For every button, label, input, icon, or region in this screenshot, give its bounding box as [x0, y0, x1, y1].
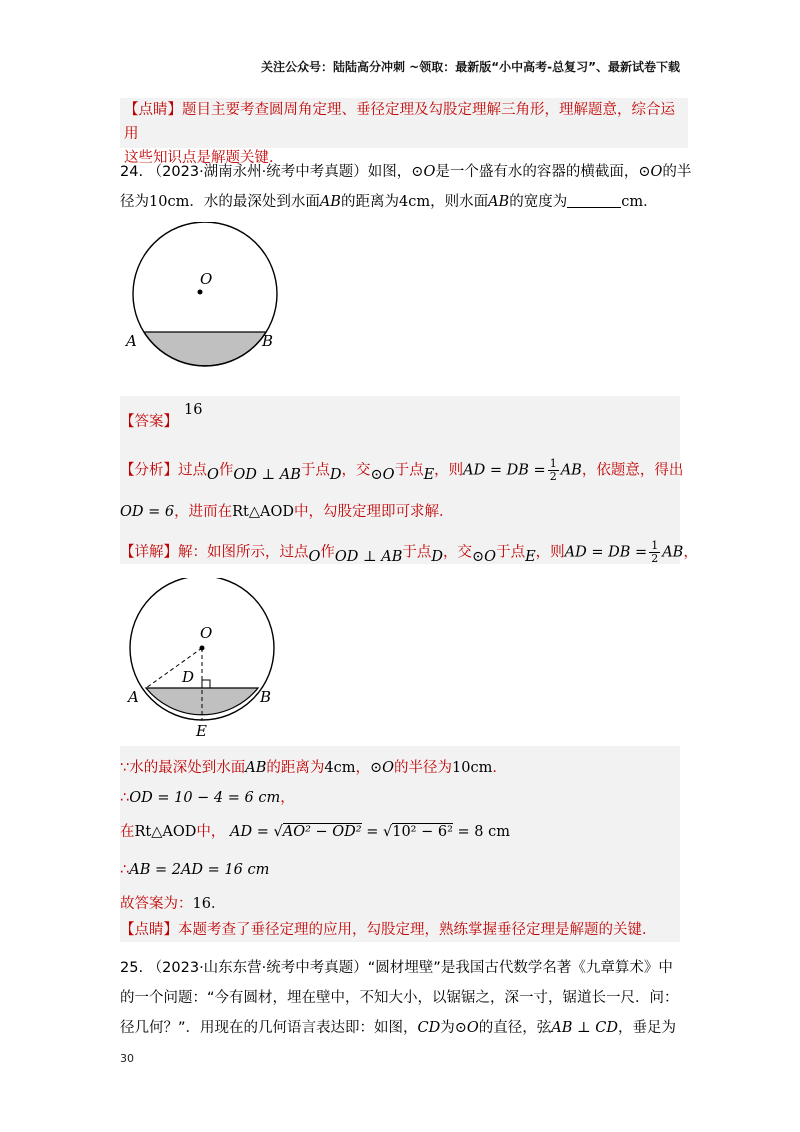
- q25-text: “圆材埋壁”是我国古代数学名著《九章算术》中: [367, 960, 673, 976]
- label-b: B: [262, 332, 274, 350]
- review-label: 【点睛】: [124, 102, 182, 118]
- analysis-line-2: [120, 500, 454, 521]
- q25-cd: CD: [417, 1020, 441, 1036]
- q25-line-1: [120, 956, 673, 977]
- q25-text: 为: [440, 1020, 455, 1036]
- analysis-text: ，则: [434, 462, 464, 479]
- sqrt-2: √10² − 6²: [382, 824, 453, 840]
- answer-line: [120, 402, 203, 431]
- q25-text: ，垂足为: [618, 1020, 676, 1036]
- q25-line-2: [120, 986, 679, 1007]
- q25-text: 径几何？”．用现在的几何语言表达即：如图，: [120, 1020, 418, 1036]
- final-end: ．: [210, 896, 226, 912]
- review-block-prev: [120, 98, 688, 166]
- q25-line-3: [120, 1016, 676, 1037]
- analysis-eq: AD = DB =: [463, 462, 546, 479]
- q24-source: （2023·湖南永州·统考中考真题）: [147, 164, 368, 180]
- q24-text: 的宽度为: [509, 194, 568, 210]
- because-symbol: ∵: [120, 760, 130, 776]
- q24-circle: ⊙O: [411, 164, 436, 180]
- fraction-num: 1: [651, 539, 659, 552]
- q24-depth: 4cm: [398, 194, 431, 210]
- q24-text: ，则水面: [430, 194, 489, 210]
- detail-perp: OD ⊥ AB: [334, 548, 403, 565]
- therefore-symbol: ∴: [120, 790, 130, 806]
- detail-o: O: [308, 548, 321, 565]
- fraction-num: 1: [549, 457, 557, 470]
- detail-label: 【详解】: [120, 544, 178, 561]
- step-radius: 10cm: [452, 760, 493, 776]
- fraction-den: 2: [651, 552, 659, 565]
- detail-e: E: [525, 548, 536, 565]
- step-text: 的半径为: [394, 760, 453, 776]
- label-o: O: [200, 270, 213, 288]
- q24-text: 如图，: [367, 164, 412, 180]
- analysis-line-1: [120, 458, 683, 483]
- figure-2-circle: [120, 578, 280, 738]
- sqrt-2-radicand: 10² − 6²: [392, 824, 453, 840]
- step-1: [120, 756, 507, 777]
- analysis-ab: AB: [560, 462, 582, 479]
- step-circle: ⊙O: [369, 760, 395, 776]
- answer-value: 16: [184, 402, 203, 418]
- fraction-den: 2: [549, 470, 557, 483]
- analysis-text: ，进而在: [174, 504, 233, 520]
- page-number: 30: [120, 1052, 134, 1065]
- analysis-od6: OD = 6: [120, 504, 175, 520]
- q25-circle: ⊙O: [454, 1020, 479, 1036]
- review-text-1: 题目主要考查圆周角定理、垂径定理及勾股定理解三角形，理解题意，综合运用: [124, 102, 675, 142]
- step-4: [120, 862, 269, 878]
- step-od: OD = 10 − 4 = 6 cm: [129, 790, 281, 806]
- step-result: = 8 cm: [457, 824, 510, 840]
- analysis-e: E: [423, 466, 435, 483]
- final-answer: [120, 892, 225, 913]
- analysis-rt: Rt△AOD: [232, 504, 294, 520]
- detail-d: D: [431, 548, 444, 565]
- step-ad: AD =: [230, 824, 269, 840]
- answer-label: 【答案】: [120, 414, 178, 430]
- q25-number: 25.: [120, 960, 144, 976]
- final-label: 故答案为：: [120, 896, 193, 912]
- detail-text: 于点: [402, 544, 432, 561]
- q24-number: 24.: [120, 164, 144, 180]
- step-text: ，: [355, 760, 370, 776]
- detail-circle: ⊙O: [472, 548, 497, 565]
- analysis-perp: OD ⊥ AB: [233, 466, 301, 483]
- step-ab-calc: AB = 2AD = 16 cm: [129, 862, 270, 878]
- right-angle-mark: [202, 680, 210, 688]
- q24-text: 的距离为: [340, 194, 399, 210]
- analysis-text: ，交: [341, 462, 371, 479]
- analysis-label: 【分析】: [120, 462, 178, 479]
- answer-blank: [567, 193, 621, 208]
- label-d: D: [182, 668, 195, 686]
- q24-ab: AB: [319, 194, 341, 210]
- therefore-symbol: ∴: [120, 862, 130, 878]
- step-text: 水的最深处到水面: [129, 760, 246, 776]
- step-rt: Rt△AOD: [134, 824, 197, 840]
- analysis-text: 作: [218, 462, 234, 479]
- q24-ab: AB: [488, 194, 510, 210]
- q25-text: 的直径，弦: [478, 1020, 552, 1036]
- q24-unit: cm: [621, 194, 644, 210]
- q25-text: 的一个问题：“今有圆材，埋在壁中，不知大小，以锯锯之，深一寸，锯道长一尺．问：: [120, 990, 679, 1006]
- q24-radius: 10cm: [149, 194, 190, 210]
- fraction-half: [548, 458, 559, 483]
- review-line: [120, 918, 657, 939]
- step-text: 在: [120, 824, 135, 840]
- step-text: 中，: [196, 824, 226, 840]
- analysis-d: D: [329, 466, 342, 483]
- sqrt-1: √AO² − OD²: [273, 824, 362, 840]
- step-text: 的距离为: [266, 760, 325, 776]
- step-3: [120, 820, 510, 841]
- sqrt-1-radicand: AO² − OD²: [282, 824, 362, 840]
- analysis-text: 过点: [178, 462, 207, 479]
- analysis-text: 于点: [300, 462, 330, 479]
- review-text: 本题考查了垂径定理的应用，勾股定理，熟练掌握垂径定理是解题的关键．: [178, 922, 657, 938]
- detail-text: ，交: [443, 544, 473, 561]
- q24-line-1: [120, 160, 691, 181]
- step-text: ．: [492, 760, 507, 776]
- label-o-2: O: [200, 624, 213, 642]
- detail-line-1: [120, 540, 698, 565]
- detail-ab: AB: [662, 544, 684, 561]
- q24-line-2: [120, 190, 658, 211]
- detail-eq: AD = DB =: [564, 544, 648, 561]
- review-label: 【点睛】: [120, 922, 178, 938]
- q24-text: ．水的最深处到水面: [189, 194, 320, 210]
- review-text-2: 这些知识点是解题关键．: [124, 150, 284, 166]
- q24-text: 是一个盛有水的容器的横截面，: [435, 164, 639, 180]
- q24-text: 径为: [120, 194, 149, 210]
- q24-text: 的半: [662, 164, 692, 180]
- label-a-2: A: [128, 688, 139, 706]
- label-e: E: [196, 722, 207, 738]
- analysis-text: 于点: [394, 462, 424, 479]
- step-2: [120, 786, 295, 807]
- step-text: ，: [280, 790, 295, 806]
- detail-text: 解：如图所示，过点: [178, 544, 309, 561]
- analysis-text: 中，勾股定理即可求解．: [294, 504, 454, 520]
- analysis-circle: ⊙O: [370, 466, 395, 483]
- final-value: 16: [192, 896, 211, 912]
- figure-1-circle: [120, 222, 290, 382]
- q24-circle: ⊙O: [638, 164, 663, 180]
- label-b-2: B: [260, 688, 272, 706]
- step-depth: 4cm: [324, 760, 356, 776]
- q24-text: ．: [643, 194, 658, 210]
- page-header: 关注公众号：陆陆高分冲刺 ~领取：最新版“小中高考-总复习”、最新试卷下载: [261, 60, 680, 74]
- equals: =: [366, 824, 379, 840]
- q25-source: （2023·山东东营·统考中考真题）: [147, 960, 368, 976]
- analysis-text: ，依题意，得出: [581, 462, 684, 479]
- water-segment: [144, 332, 266, 366]
- detail-text: ，则: [535, 544, 565, 561]
- analysis-o: O: [207, 466, 219, 483]
- q25-perp: AB ⊥ CD: [551, 1020, 618, 1036]
- step-ab: AB: [245, 760, 267, 776]
- detail-text: ，: [683, 544, 698, 561]
- detail-text: 于点: [496, 544, 526, 561]
- detail-text: 作: [320, 544, 335, 561]
- label-a: A: [126, 332, 137, 350]
- center-point: [198, 290, 203, 295]
- fraction-half: [649, 540, 660, 565]
